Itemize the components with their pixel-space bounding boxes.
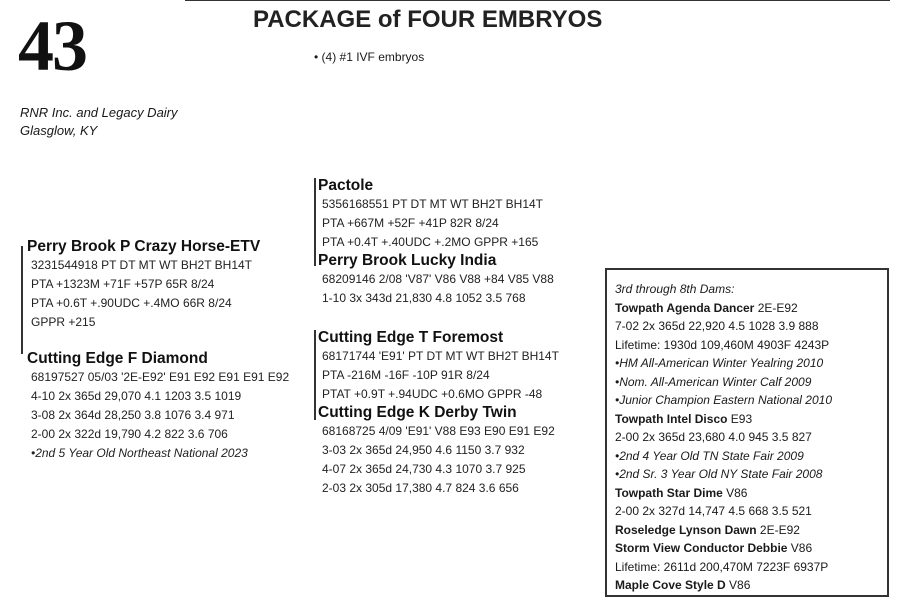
dam-award: •Junior Champion Eastern National 2010 bbox=[615, 393, 832, 407]
dam-award: •2nd Sr. 3 Year Old NY State Fair 2008 bbox=[615, 467, 823, 481]
embryo-item: • (4) #1 IVF embryos bbox=[314, 50, 425, 64]
sire-line: GPPR +215 bbox=[31, 315, 96, 329]
lot-number: 43 bbox=[18, 6, 86, 86]
dam-entry-score: E93 bbox=[727, 411, 753, 426]
consignor bbox=[20, 104, 178, 140]
dam-entry-name: Storm View Conductor Debbie bbox=[615, 541, 788, 555]
dam-name: Cutting Edge F Diamond bbox=[27, 350, 208, 367]
dam-entry bbox=[615, 539, 881, 558]
dam-entry-score: V86 bbox=[722, 485, 748, 500]
dam-block bbox=[27, 349, 289, 463]
dam-entry-name: Towpath Star Dime bbox=[615, 485, 723, 500]
dam-record: 2-00 2x 365d 23,680 4.0 945 3.5 827 bbox=[615, 430, 812, 444]
dam-entry bbox=[615, 299, 881, 318]
sire-dam-line: 68209146 2/08 'V87' V86 V88 +84 V85 V88 bbox=[322, 272, 554, 286]
top-rule bbox=[185, 0, 890, 1]
consignor-name: RNR Inc. and Legacy Dairy bbox=[20, 105, 178, 120]
sire-sire-name: Pactole bbox=[318, 177, 374, 194]
extended-dams-box bbox=[605, 268, 889, 597]
dam-sire-name: Cutting Edge T Foremost bbox=[318, 329, 504, 346]
sire-line: PTA +0.6T +.90UDC +.4MO 66R 8/24 bbox=[31, 296, 232, 310]
dam-line: 3-08 2x 364d 28,250 3.8 1076 3.4 971 bbox=[31, 408, 235, 422]
dam-entry-name: Towpath Agenda Dancer bbox=[615, 300, 755, 315]
dam-dam-block bbox=[318, 403, 555, 498]
dam-dam-line: 3-03 2x 365d 24,950 4.6 1150 3.7 932 bbox=[322, 443, 525, 457]
dam-entry-name: Roseledge Lynson Dawn bbox=[615, 522, 757, 537]
dam-entry bbox=[615, 410, 881, 429]
lot-title: PACKAGE of FOUR EMBRYOS bbox=[253, 6, 603, 33]
dam-entry-name: Towpath Intel Disco bbox=[615, 411, 728, 426]
sire-line: PTA +1323M +71F +57P 65R 8/24 bbox=[31, 277, 215, 291]
dam-entry-score: V86 bbox=[725, 578, 751, 592]
dam-note: •2nd 5 Year Old Northeast National 2023 bbox=[31, 446, 248, 460]
dams-box-heading: 3rd through 8th Dams: bbox=[615, 282, 735, 296]
sire-dam-block bbox=[318, 251, 554, 308]
sire-sire-block bbox=[318, 176, 543, 252]
dam-sire-line: 68171744 'E91' PT DT MT WT BH2T BH14T bbox=[322, 349, 559, 363]
dam-dam-line: 4-07 2x 365d 24,730 4.3 1070 3.7 925 bbox=[322, 462, 526, 476]
dam-sire-line: PTAT +0.9T +.94UDC +0.6MO GPPR -48 bbox=[322, 387, 543, 401]
dam-lifetime: Lifetime: 1930d 109,460M 4903F 4243P bbox=[615, 337, 830, 352]
sire-dam-name: Perry Brook Lucky India bbox=[318, 252, 497, 269]
sire-sire-line: PTA +0.4T +.40UDC +.2MO GPPR +165 bbox=[322, 235, 539, 249]
dam-lifetime: Lifetime: 2611d 200,470M 7223F 6937P bbox=[615, 559, 829, 574]
dam-dam-name: Cutting Edge K Derby Twin bbox=[318, 404, 517, 421]
dam-award: •HM All-American Winter Yealring 2010 bbox=[615, 356, 824, 370]
sire-block bbox=[27, 237, 260, 332]
dam-award: •2nd 4 Year Old TN State Fair 2009 bbox=[615, 448, 804, 463]
sire-line: 3231544918 PT DT MT WT BH2T BH14T bbox=[31, 258, 252, 272]
dam-line: 68197527 05/03 '2E-E92' E91 E92 E91 E91 E92 bbox=[31, 370, 290, 384]
dam-entry-score: V86 bbox=[787, 541, 813, 555]
dam-award: •Nom. All-American Winter Calf 2009 bbox=[615, 374, 812, 389]
dam-entry bbox=[615, 576, 881, 595]
dam-sire-line: PTA -216M -16F -10P 91R 8/24 bbox=[322, 368, 490, 382]
sire-name: Perry Brook P Crazy Horse-ETV bbox=[27, 238, 261, 255]
sire-dam-line: 1-10 3x 343d 21,830 4.8 1052 3.5 768 bbox=[322, 291, 526, 305]
dam-entry-name: Maple Cove Style D bbox=[615, 578, 726, 592]
sire-sire-line: 5356168551 PT DT MT WT BH2T BH14T bbox=[322, 197, 543, 211]
dam-entry-score: 2E-E92 bbox=[754, 300, 798, 315]
sire-sire-line: PTA +667M +52F +41P 82R 8/24 bbox=[322, 216, 499, 230]
dam-record: 2-00 2x 327d 14,747 4.5 668 3.5 521 bbox=[615, 504, 812, 518]
pedigree-connector-left bbox=[21, 246, 23, 354]
pedigree-connector-top bbox=[314, 178, 316, 266]
dam-entry-score: 2E-E92 bbox=[756, 522, 800, 537]
dam-sire-block bbox=[318, 328, 559, 404]
consignor-location: Glasglow, KY bbox=[20, 123, 98, 138]
dam-line: 4-10 2x 365d 29,070 4.1 1203 3.5 1019 bbox=[31, 389, 242, 403]
dam-entry bbox=[615, 521, 881, 540]
dam-dam-line: 2-03 2x 305d 17,380 4.7 824 3.6 656 bbox=[322, 481, 519, 495]
dam-record: 7-02 2x 365d 22,920 4.5 1028 3.9 888 bbox=[615, 319, 819, 333]
dam-line: 2-00 2x 322d 19,790 4.2 822 3.6 706 bbox=[31, 427, 228, 441]
dam-dam-line: 68168725 4/09 'E91' V88 E93 E90 E91 E92 bbox=[322, 424, 555, 438]
pedigree-connector-bottom bbox=[314, 330, 316, 420]
dam-entry bbox=[615, 484, 881, 503]
